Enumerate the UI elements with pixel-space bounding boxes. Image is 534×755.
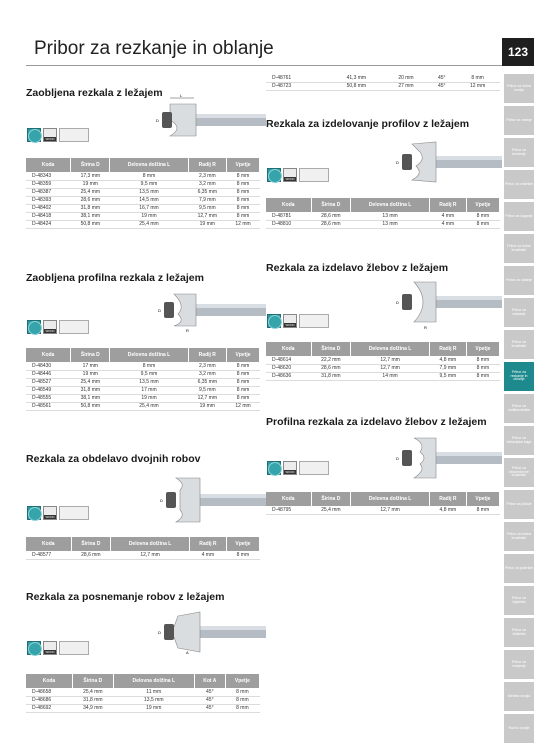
- router-bit-diagram: [392, 136, 502, 188]
- spec-cell: 8 mm: [227, 362, 260, 370]
- spec-cell: 12 mm: [227, 402, 260, 410]
- spec-cell: 20 mm: [384, 74, 429, 82]
- label-l: L: [180, 94, 183, 98]
- spec-cell: 12,7 mm: [188, 394, 227, 402]
- spec-cell: 28,6 mm: [71, 196, 110, 204]
- spec-cell: 9,5 mm: [188, 204, 227, 212]
- table-header-row: [26, 537, 260, 551]
- column-header: Delovna dolžina L: [351, 198, 430, 212]
- column-header: Širina D: [71, 348, 110, 362]
- cutter-icon: [267, 168, 281, 182]
- spec-cell: 25,4 mm: [71, 188, 110, 196]
- spec-cell: 8 mm: [227, 172, 260, 180]
- column-header: Radij R: [429, 492, 466, 506]
- section-title: Profilna rezkala za izdelavo žlebov z ležajem: [266, 416, 487, 428]
- sidebar-tab[interactable]: Pribor za multibrusilnike: [504, 394, 534, 423]
- profile-icon: [299, 168, 329, 182]
- sidebar-tab[interactable]: Pribor za vrtanje: [504, 106, 534, 135]
- spec-cell: 45°: [194, 696, 225, 704]
- sidebar-tab[interactable]: Pribor za brušenje: [504, 138, 534, 167]
- profile-icon: [299, 314, 329, 328]
- column-header: Koda: [26, 674, 72, 688]
- material-icons: [27, 128, 89, 142]
- product-code: D-48446: [26, 370, 71, 378]
- section-title: Zaobljena profilna rezkala z ležajem: [26, 272, 204, 284]
- spec-cell: 4 mm: [189, 551, 226, 559]
- sidebar-tab[interactable]: Pribor za merjenje: [504, 650, 534, 679]
- column-header: Vpetje: [225, 674, 259, 688]
- material-icons: [267, 168, 329, 182]
- table-row: [266, 212, 500, 220]
- router-bit-diagram: [156, 94, 266, 144]
- product-code: D-48393: [26, 196, 71, 204]
- sidebar-tab[interactable]: Pribor za oblanje: [504, 266, 534, 295]
- material-icons: [27, 641, 89, 655]
- spec-cell: 28,6 mm: [71, 551, 111, 559]
- spec-cell: 8 mm: [227, 370, 260, 378]
- profile-icon: [59, 641, 89, 655]
- sidebar-tab[interactable]: Pribor za tračne brusilnike: [504, 522, 534, 551]
- spec-table: [26, 674, 260, 713]
- spec-cell: 12,7 mm: [111, 551, 190, 559]
- label-d: D: [158, 308, 161, 313]
- spec-cell: 28,6 mm: [311, 364, 351, 372]
- spec-cell: 8 mm: [466, 212, 499, 220]
- table-row: [26, 370, 260, 378]
- spec-cell: 4,8 mm: [429, 506, 466, 514]
- spec-cell: 19 mm: [188, 220, 227, 228]
- sidebar-tab[interactable]: Pribor za pištole: [504, 490, 534, 519]
- material-icons: [27, 320, 89, 334]
- product-code: D-48692: [26, 704, 72, 712]
- column-header: Širina D: [72, 674, 113, 688]
- sidebar-tab[interactable]: Pribor za brusilnike: [504, 330, 534, 359]
- spec-cell: 8 mm: [226, 551, 259, 559]
- spec-table: [266, 198, 500, 229]
- spec-cell: 50,8 mm: [329, 82, 383, 90]
- table-row: [26, 180, 260, 188]
- spec-cell: 19 mm: [110, 212, 188, 220]
- spec-cell: 8 mm: [227, 394, 260, 402]
- spec-cell: 19 mm: [110, 394, 188, 402]
- material-icons: [267, 461, 329, 475]
- sidebar-tab[interactable]: Pribor za vibracijske žage: [504, 426, 534, 455]
- router-bit-diagram: [156, 606, 266, 656]
- spec-table: [26, 537, 260, 560]
- column-header: Radij R: [429, 198, 466, 212]
- spec-table: [266, 492, 500, 515]
- label-d: D: [156, 118, 159, 123]
- spec-cell: 4 mm: [429, 212, 466, 220]
- spec-cell: 8 mm: [227, 386, 260, 394]
- spec-table-continued: [266, 74, 500, 91]
- spec-cell: 8 mm: [466, 220, 499, 228]
- spec-cell: 14,5 mm: [110, 196, 188, 204]
- spec-cell: 7,9 mm: [188, 196, 227, 204]
- spec-table: [26, 348, 260, 411]
- product-code: D-48561: [26, 402, 71, 410]
- table-row: [26, 386, 260, 394]
- column-header: Koda: [26, 158, 71, 172]
- label-a: A: [186, 650, 189, 655]
- spec-cell: 2,3 mm: [188, 172, 227, 180]
- section-title: Rezkala za obdelavo dvojnih robov: [26, 453, 201, 465]
- product-code: D-48418: [26, 212, 71, 220]
- material-icons: [267, 314, 329, 328]
- page-title: Pribor za rezkanje in oblanje: [34, 38, 274, 59]
- spec-cell: 19 mm: [113, 704, 194, 712]
- label-d: D: [396, 456, 399, 461]
- sidebar-tab[interactable]: Pribor za vrtalnike: [504, 170, 534, 199]
- table-header-row: [266, 342, 500, 356]
- table-row: [266, 220, 500, 228]
- profile-icon: [299, 461, 329, 475]
- column-header: Delovna dolžina L: [111, 537, 190, 551]
- spec-cell: 12,7 mm: [351, 356, 430, 364]
- column-header: Vpetje: [226, 537, 259, 551]
- table-row: [26, 212, 260, 220]
- spec-cell: 12,7 mm: [351, 364, 430, 372]
- column-header: Širina D: [311, 342, 351, 356]
- column-header: Koda: [266, 492, 311, 506]
- spec-cell: 13,5 mm: [110, 188, 188, 196]
- wood-icon: [43, 506, 57, 520]
- spec-cell: 25,4 mm: [71, 378, 110, 386]
- cutter-icon: [27, 641, 41, 655]
- spec-cell: 9,5 mm: [110, 180, 188, 188]
- cutter-icon: [27, 506, 41, 520]
- sidebar-tab[interactable]: Pribor za čistilnike: [504, 618, 534, 647]
- profile-icon: [59, 506, 89, 520]
- spec-cell: 8 mm: [466, 506, 499, 514]
- spec-cell: 28,6 mm: [311, 212, 351, 220]
- spec-cell: 13,5 mm: [113, 696, 194, 704]
- column-header: Vpetje: [227, 348, 260, 362]
- sidebar-tab[interactable]: Merilna orodja: [504, 682, 534, 711]
- spec-cell: 13,5 mm: [110, 378, 188, 386]
- column-header: Širina D: [311, 492, 351, 506]
- spec-cell: 19 mm: [71, 180, 110, 188]
- sidebar-tab[interactable]: Pribor za polirnike: [504, 554, 534, 583]
- router-bit-diagram: [392, 432, 502, 484]
- table-header-row: [266, 198, 500, 212]
- product-code: D-48359: [26, 180, 71, 188]
- product-code: D-48387: [26, 188, 71, 196]
- product-code: D-48810: [266, 220, 311, 228]
- sidebar-tab[interactable]: Pribor za ekscentrične brusilnike: [504, 458, 534, 487]
- sidebar-tab[interactable]: Pribor za rezkanje: [504, 298, 534, 327]
- spec-cell: 31,8 mm: [311, 372, 351, 380]
- sidebar-tab[interactable]: Pribor za kotne brusilnike: [504, 234, 534, 263]
- table-row: [266, 82, 500, 90]
- spec-cell: 8 mm: [225, 688, 259, 696]
- label-r: R: [424, 325, 427, 330]
- router-bit-diagram: [392, 276, 502, 332]
- spec-cell: 34,9 mm: [72, 704, 113, 712]
- spec-cell: 25,4 mm: [110, 220, 188, 228]
- spec-cell: 45°: [428, 74, 455, 82]
- spec-cell: 7,9 mm: [429, 364, 466, 372]
- spec-cell: 6,35 mm: [188, 188, 227, 196]
- table-row: [266, 364, 500, 372]
- sidebar-tab[interactable]: Pribor za vijačnike: [504, 586, 534, 615]
- column-header: Koda: [266, 198, 311, 212]
- table-row: [26, 188, 260, 196]
- column-header: Radij R: [429, 342, 466, 356]
- spec-cell: 45°: [428, 82, 455, 90]
- sidebar-tab[interactable]: Pribor za ročna orodja: [504, 74, 534, 103]
- spec-cell: 3,2 mm: [188, 370, 227, 378]
- table-row: [26, 688, 260, 696]
- column-header: Vpetje: [466, 198, 499, 212]
- spec-cell: 11 mm: [113, 688, 194, 696]
- spec-cell: 4,8 mm: [429, 356, 466, 364]
- section-title: Rezkala za posnemanje robov z ležajem: [26, 591, 225, 603]
- spec-cell: 38,1 mm: [71, 212, 110, 220]
- product-code: D-48636: [266, 372, 311, 380]
- spec-cell: 8 mm: [225, 696, 259, 704]
- label-d: D: [396, 300, 399, 305]
- column-header: Širina D: [71, 158, 110, 172]
- label-d: D: [160, 498, 163, 503]
- wood-icon: [283, 314, 297, 328]
- product-code: D-48781: [266, 212, 311, 220]
- column-header: Radij R: [188, 158, 227, 172]
- spec-cell: 12,7 mm: [351, 506, 430, 514]
- spec-cell: 2,3 mm: [188, 362, 227, 370]
- product-code: D-48658: [26, 688, 72, 696]
- spec-cell: 50,8 mm: [71, 402, 110, 410]
- spec-cell: 8 mm: [227, 180, 260, 188]
- product-code: D-48620: [266, 364, 311, 372]
- column-header: Delovna dolžina L: [113, 674, 194, 688]
- product-code: D-48527: [26, 378, 71, 386]
- profile-icon: [59, 128, 89, 142]
- material-icons: [27, 506, 89, 520]
- spec-cell: 8 mm: [227, 196, 260, 204]
- cutter-icon: [27, 128, 41, 142]
- column-header: Koda: [266, 342, 311, 356]
- table-row: [26, 551, 260, 559]
- spec-cell: 12 mm: [455, 82, 500, 90]
- label-d: D: [158, 630, 161, 635]
- product-code: D-48577: [26, 551, 71, 559]
- wood-icon: [43, 128, 57, 142]
- spec-cell: 25,4 mm: [110, 402, 188, 410]
- spec-cell: 17,3 mm: [71, 172, 110, 180]
- sidebar-tabs: [504, 74, 534, 746]
- column-header: Širina D: [311, 198, 351, 212]
- spec-cell: 31,8 mm: [71, 204, 110, 212]
- spec-cell: 19 mm: [188, 402, 227, 410]
- sidebar-tab[interactable]: Pribor za rezkanje in oblanje: [504, 362, 534, 391]
- label-r: R: [186, 328, 189, 333]
- cutter-icon: [267, 314, 281, 328]
- router-bit-diagram: [156, 472, 266, 528]
- product-code: D-48555: [26, 394, 71, 402]
- spec-cell: 8 mm: [455, 74, 500, 82]
- spec-cell: 3,2 mm: [188, 180, 227, 188]
- cutter-icon: [267, 461, 281, 475]
- spec-cell: 13 mm: [351, 212, 430, 220]
- section-title: Rezkala za izdelovanje profilov z ležajem: [266, 118, 470, 130]
- spec-cell: 8 mm: [466, 364, 499, 372]
- column-header: Vpetje: [466, 492, 499, 506]
- table-row: [26, 402, 260, 410]
- column-header: Delovna dolžina L: [110, 158, 188, 172]
- spec-cell: 25,4 mm: [311, 506, 351, 514]
- spec-cell: 9,5 mm: [188, 386, 227, 394]
- spec-table: [266, 342, 500, 381]
- column-header: Vpetje: [466, 342, 499, 356]
- table-row: [26, 696, 260, 704]
- wood-icon: [283, 461, 297, 475]
- sidebar-tab[interactable]: Ročno orodje: [504, 714, 534, 743]
- product-code: D-48614: [266, 356, 311, 364]
- spec-cell: 8 mm: [466, 372, 499, 380]
- table-row: [266, 356, 500, 364]
- table-header-row: [26, 158, 260, 172]
- table-row: [26, 378, 260, 386]
- table-header-row: [26, 674, 260, 688]
- label-d: D: [396, 160, 399, 165]
- spec-cell: 8 mm: [227, 188, 260, 196]
- spec-cell: 8 mm: [225, 704, 259, 712]
- column-header: Delovna dolžina L: [110, 348, 188, 362]
- spec-cell: 12,7 mm: [188, 212, 227, 220]
- table-header-row: [26, 348, 260, 362]
- column-header: Koda: [26, 348, 71, 362]
- spec-cell: 19 mm: [71, 370, 110, 378]
- product-code: D-48686: [26, 696, 72, 704]
- table-row: [26, 362, 260, 370]
- table-row: [266, 74, 500, 82]
- product-code: D-48430: [26, 362, 71, 370]
- column-header: Kot A: [194, 674, 225, 688]
- product-code: D-48402: [26, 204, 71, 212]
- table-row: [26, 196, 260, 204]
- spec-cell: 41,3 mm: [329, 74, 383, 82]
- spec-cell: 12 mm: [227, 220, 260, 228]
- column-header: Vpetje: [227, 158, 260, 172]
- spec-cell: 8 mm: [227, 378, 260, 386]
- spec-cell: 25,4 mm: [72, 688, 113, 696]
- spec-cell: 8 mm: [110, 362, 188, 370]
- spec-cell: 45°: [194, 704, 225, 712]
- spec-cell: 14 mm: [351, 372, 430, 380]
- spec-cell: 17 mm: [71, 362, 110, 370]
- table-row: [266, 372, 500, 380]
- spec-cell: 9,5 mm: [110, 370, 188, 378]
- spec-cell: 6,35 mm: [188, 378, 227, 386]
- spec-cell: 38,1 mm: [71, 394, 110, 402]
- spec-cell: 8 mm: [227, 212, 260, 220]
- table-header-row: [266, 492, 500, 506]
- spec-cell: 17 mm: [110, 386, 188, 394]
- spec-cell: 8 mm: [110, 172, 188, 180]
- spec-cell: 8 mm: [227, 204, 260, 212]
- spec-cell: 8 mm: [466, 356, 499, 364]
- sidebar-tab[interactable]: Pribor za žaganje: [504, 202, 534, 231]
- table-row: [26, 704, 260, 712]
- section-title: Zaobljena rezkala z ležajem: [26, 87, 163, 99]
- table-row: [26, 394, 260, 402]
- wood-icon: [283, 168, 297, 182]
- wood-icon: [43, 320, 57, 334]
- table-row: [26, 172, 260, 180]
- spec-cell: 31,8 mm: [72, 696, 113, 704]
- column-header: Koda: [26, 537, 71, 551]
- page-number: 123: [502, 38, 534, 66]
- spec-cell: 4 mm: [429, 220, 466, 228]
- spec-cell: 50,8 mm: [71, 220, 110, 228]
- product-code: D-48761: [266, 74, 329, 82]
- column-header: Širina D: [71, 537, 111, 551]
- spec-cell: 13 mm: [351, 220, 430, 228]
- column-header: Delovna dolžina L: [351, 492, 430, 506]
- product-code: D-48723: [266, 82, 329, 90]
- column-header: Radij R: [189, 537, 226, 551]
- profile-icon: [59, 320, 89, 334]
- spec-cell: 9,5 mm: [429, 372, 466, 380]
- spec-cell: 16,7 mm: [110, 204, 188, 212]
- column-header: Delovna dolžina L: [351, 342, 430, 356]
- product-code: D-48424: [26, 220, 71, 228]
- table-row: [26, 204, 260, 212]
- wood-icon: [43, 641, 57, 655]
- spec-cell: 27 mm: [384, 82, 429, 90]
- spec-cell: 45°: [194, 688, 225, 696]
- product-code: D-48343: [26, 172, 71, 180]
- column-header: Radij R: [188, 348, 227, 362]
- product-code: D-48795: [266, 506, 311, 514]
- section-title: Rezkala za izdelavo žlebov z ležajem: [266, 262, 449, 274]
- table-row: [26, 220, 260, 228]
- table-row: [266, 506, 500, 514]
- spec-cell: 31,8 mm: [71, 386, 110, 394]
- spec-cell: 28,6 mm: [311, 220, 351, 228]
- cutter-icon: [27, 320, 41, 334]
- spec-cell: 22,2 mm: [311, 356, 351, 364]
- product-code: D-48549: [26, 386, 71, 394]
- spec-table: [26, 158, 260, 229]
- title-divider: [26, 65, 502, 66]
- router-bit-diagram: [156, 284, 266, 334]
